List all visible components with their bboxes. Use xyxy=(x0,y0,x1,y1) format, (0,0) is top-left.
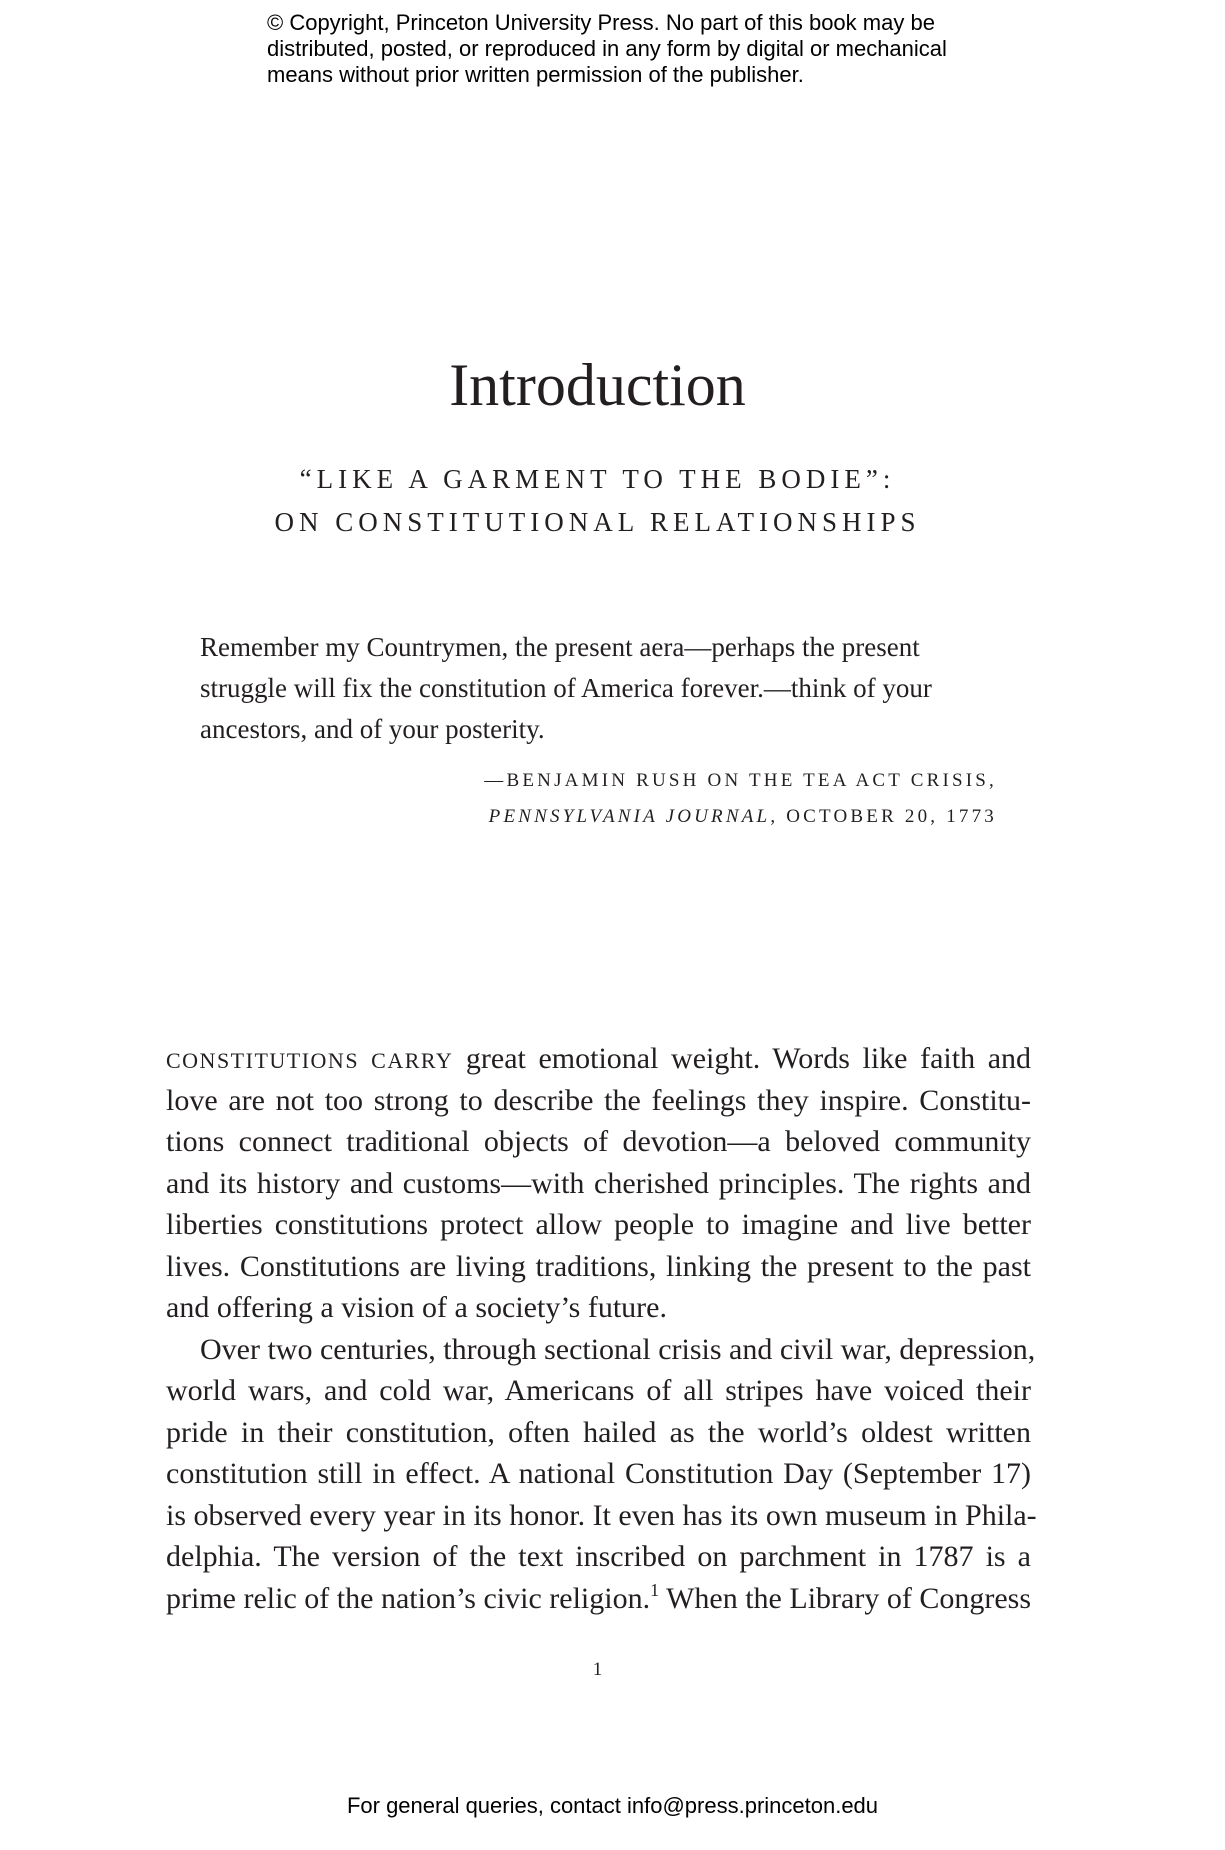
body-line: pride in their constitution, often hailed as the world’s oldest written xyxy=(166,1415,1031,1449)
lead-in-smallcaps: CONSTITUTIONS CARRY xyxy=(166,1048,454,1073)
page-number: 1 xyxy=(592,1659,603,1680)
body-line: world wars, and cold war, Americans of all stripes have voiced their xyxy=(166,1374,1031,1407)
epigraph-quote xyxy=(200,627,1020,750)
body-line: tions connect traditional objects of devotion—a beloved community xyxy=(166,1125,1031,1158)
body-line: lives. Constitutions are living traditions, linking the present to the past xyxy=(166,1249,1031,1283)
attribution-author: —BENJAMIN RUSH ON THE TEA ACT CRISIS, xyxy=(484,770,997,791)
attribution-source: PENNSYLVANIA JOURNAL xyxy=(488,806,771,827)
body-line: Over two centuries, through sectional crisis and civil war, depression, xyxy=(200,1332,1036,1366)
body-text xyxy=(166,1038,1037,1619)
copyright-line: means without prior written permission of the publisher. xyxy=(267,62,804,87)
subtitle-line: “LIKE A GARMENT TO THE BODIE”: xyxy=(299,464,896,494)
body-line: and its history and customs—with cherished principles. The rights and xyxy=(166,1166,1031,1200)
chapter-subtitle xyxy=(0,458,1195,544)
subtitle-line: ON CONSTITUTIONAL RELATIONSHIPS xyxy=(274,507,921,537)
chapter-title: Introduction xyxy=(449,352,746,418)
epigraph-attribution xyxy=(484,763,997,835)
copyright-line: © Copyright, Princeton University Press. No part of this book may be xyxy=(267,10,935,35)
epigraph-line: Remember my Countrymen, the present aera—perhaps the present xyxy=(200,632,920,662)
body-line: is observed every year in its honor. It even has its own museum in Phila- xyxy=(166,1498,1037,1532)
body-line xyxy=(166,1578,1031,1620)
body-line: constitution still in effect. A national Constitution Day (September 17) xyxy=(166,1457,1031,1490)
epigraph-line: ancestors, and of your posterity. xyxy=(200,714,545,744)
copyright-notice xyxy=(267,10,1027,88)
body-line xyxy=(166,1038,1031,1080)
body-line: and offering a vision of a society’s future. xyxy=(166,1291,667,1324)
body-line-text: great emotional weight. Words like faith and xyxy=(453,1042,1032,1075)
body-line-text: When the Library of Congress xyxy=(659,1581,1032,1615)
body-line-text: prime relic of the nation’s civic religion. xyxy=(166,1581,651,1615)
body-line: love are not too strong to describe the feelings they inspire. Constitu- xyxy=(166,1083,1031,1117)
attribution-source-line xyxy=(484,799,997,835)
epigraph-line: struggle will fix the constitution of America forever.—think of your xyxy=(200,673,932,703)
footnote-marker[interactable]: 1 xyxy=(650,1579,660,1600)
attribution-date: , OCTOBER 20, 1773 xyxy=(770,806,997,827)
body-line: delphia. The version of the text inscribed on parchment in 1787 is a xyxy=(166,1540,1031,1573)
footer-contact: For general queries, contact info@press.princeton.edu xyxy=(346,1793,879,1818)
copyright-line: distributed, posted, or reproduced in any form by digital or mechanical xyxy=(267,36,947,61)
body-line: liberties constitutions protect allow people to imagine and live better xyxy=(166,1208,1031,1241)
